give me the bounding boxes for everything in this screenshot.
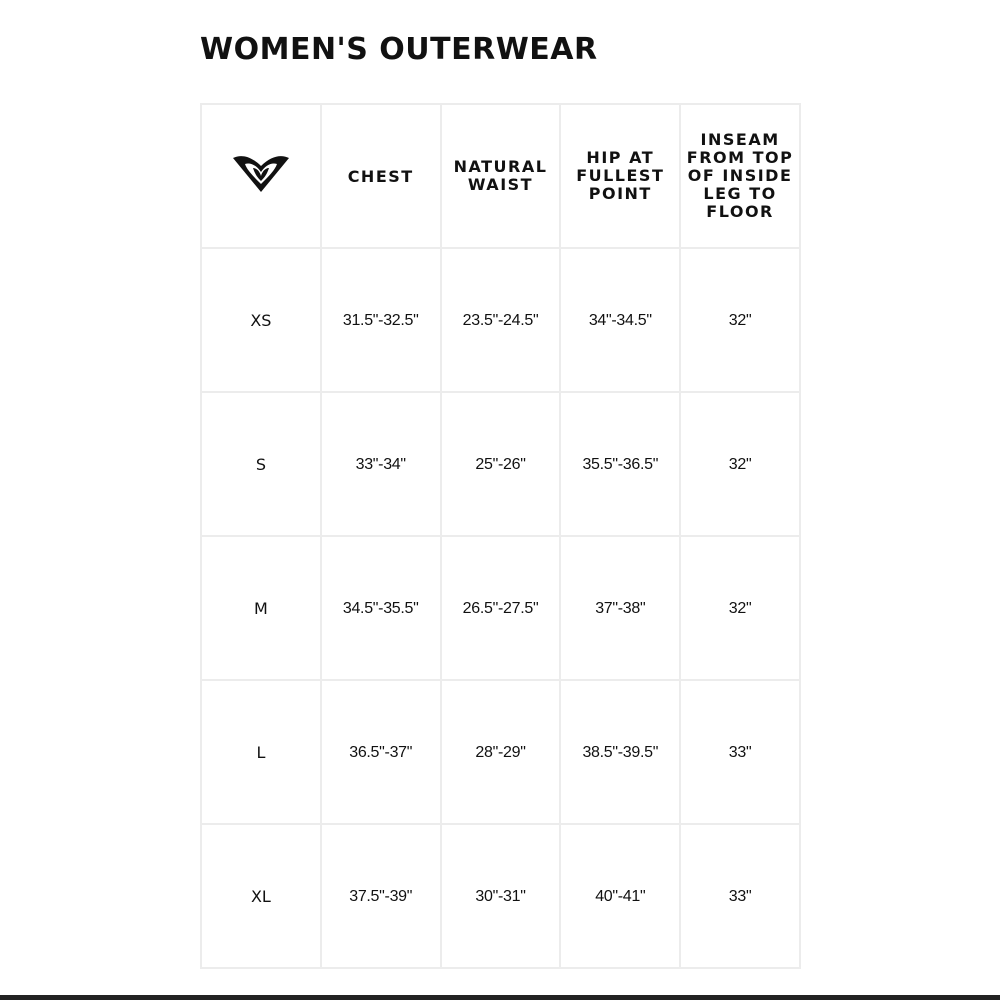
header-cell-inseam xyxy=(680,104,800,248)
hip-value: 34"-34.5" xyxy=(588,312,652,329)
header-line: CHEST xyxy=(347,166,414,186)
header-label xyxy=(687,131,794,221)
table-row xyxy=(201,824,800,968)
hip-cell xyxy=(560,824,680,968)
header-cell-hip xyxy=(560,104,680,248)
inseam-value: 32" xyxy=(728,456,752,473)
chest-cell xyxy=(321,392,441,536)
inseam-cell xyxy=(680,680,800,824)
size-label: XS xyxy=(250,310,272,330)
header-line: FULLEST xyxy=(576,166,665,185)
size-cell xyxy=(201,680,321,824)
size-label: S xyxy=(255,454,266,474)
bottom-divider xyxy=(0,995,1000,1000)
header-line: LEG TO xyxy=(703,184,777,203)
hip-cell xyxy=(560,248,680,392)
waist-cell xyxy=(441,824,561,968)
header-label xyxy=(576,149,664,203)
waist-value: 28"-29" xyxy=(475,744,526,761)
waist-cell xyxy=(441,536,561,680)
table-header-row xyxy=(201,104,800,248)
logo-cell xyxy=(201,104,321,248)
header-line: INSEAM xyxy=(700,130,780,149)
inseam-cell xyxy=(680,392,800,536)
inseam-cell xyxy=(680,824,800,968)
inseam-cell xyxy=(680,536,800,680)
hip-value: 40"-41" xyxy=(595,888,646,905)
chest-cell xyxy=(321,536,441,680)
header-cell-waist xyxy=(441,104,561,248)
waist-value: 30"-31" xyxy=(475,888,526,905)
chest-cell xyxy=(321,248,441,392)
size-label: XL xyxy=(250,886,271,906)
inseam-value: 32" xyxy=(728,312,752,329)
hip-cell xyxy=(560,536,680,680)
header-line: OF INSIDE xyxy=(687,166,793,185)
size-cell xyxy=(201,824,321,968)
size-cell xyxy=(201,536,321,680)
hip-value: 38.5"-39.5" xyxy=(582,744,659,761)
header-line: WAIST xyxy=(467,175,534,194)
chest-value: 37.5"-39" xyxy=(349,888,413,905)
table-row xyxy=(201,536,800,680)
header-label xyxy=(454,158,548,194)
header-label xyxy=(348,168,414,186)
hip-cell xyxy=(560,392,680,536)
waist-value: 25"-26" xyxy=(475,456,526,473)
header-cell-chest xyxy=(321,104,441,248)
chest-value: 34.5"-35.5" xyxy=(342,600,419,617)
page-title: WOMEN'S OUTERWEAR xyxy=(200,32,598,67)
hip-value: 37"-38" xyxy=(595,600,646,617)
roxy-heart-logo-icon xyxy=(231,154,291,194)
size-cell xyxy=(201,248,321,392)
inseam-value: 32" xyxy=(728,600,752,617)
size-label: L xyxy=(256,742,266,762)
chest-value: 31.5"-32.5" xyxy=(342,312,419,329)
table-row xyxy=(201,392,800,536)
hip-value: 35.5"-36.5" xyxy=(582,456,659,473)
hip-cell xyxy=(560,680,680,824)
chest-value: 36.5"-37" xyxy=(349,744,413,761)
size-cell xyxy=(201,392,321,536)
table-row xyxy=(201,248,800,392)
header-line: POINT xyxy=(588,184,652,203)
size-chart-table xyxy=(200,103,801,969)
header-line: HIP AT xyxy=(586,148,655,167)
waist-value: 23.5"-24.5" xyxy=(462,312,539,329)
waist-cell xyxy=(441,392,561,536)
chest-cell xyxy=(321,680,441,824)
chest-value: 33"-34" xyxy=(355,456,406,473)
waist-value: 26.5"-27.5" xyxy=(462,600,539,617)
inseam-cell xyxy=(680,248,800,392)
header-line: FLOOR xyxy=(706,202,774,221)
chest-cell xyxy=(321,824,441,968)
table-row xyxy=(201,680,800,824)
inseam-value: 33" xyxy=(728,888,752,905)
header-line: NATURAL xyxy=(453,157,548,176)
waist-cell xyxy=(441,248,561,392)
waist-cell xyxy=(441,680,561,824)
header-line: FROM TOP xyxy=(686,148,794,167)
size-label: M xyxy=(253,598,268,618)
inseam-value: 33" xyxy=(728,744,752,761)
